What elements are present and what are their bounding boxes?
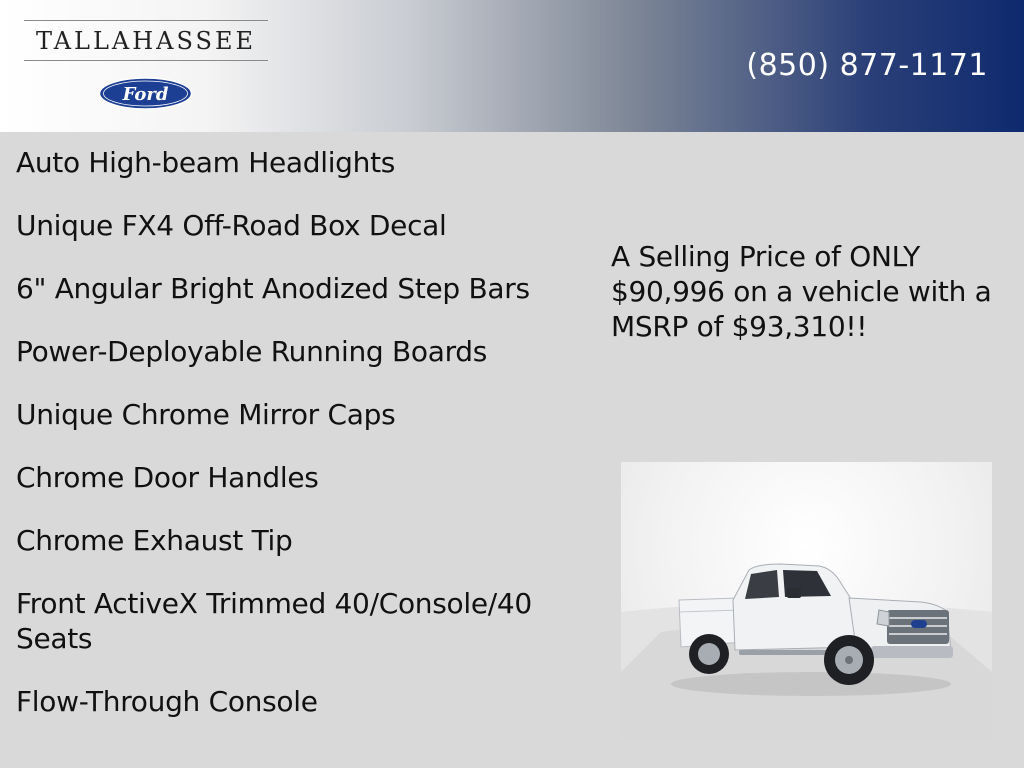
feature-item: Chrome Door Handles [16,461,319,494]
phone-number[interactable]: (850) 877-1171 [746,48,988,83]
ford-logo-icon [98,77,193,110]
feature-item: 6" Angular Bright Anodized Step Bars [16,272,530,305]
feature-item: Power-Deployable Running Boards [16,335,488,368]
feature-item: Flow-Through Console [16,685,318,718]
feature-item: Unique Chrome Mirror Caps [16,398,396,431]
ford-logo-text: Ford [122,84,169,105]
selling-price-text: A Selling Price of ONLY $90,996 on a vehicle with a MSRP of $93,310!! [611,240,992,343]
feature-list [16,145,576,747]
dealer-name: TALLAHASSEE [24,20,268,61]
feature-item: Auto High-beam Headlights [16,146,396,179]
header-banner [0,0,1024,132]
pickup-truck-icon [621,462,992,739]
truck-photo [621,462,992,739]
feature-item: Front ActiveX Trimmed 40/Console/40 Seats [16,587,532,655]
feature-item: Chrome Exhaust Tip [16,524,293,557]
feature-item: Unique FX4 Off-Road Box Decal [16,209,447,242]
